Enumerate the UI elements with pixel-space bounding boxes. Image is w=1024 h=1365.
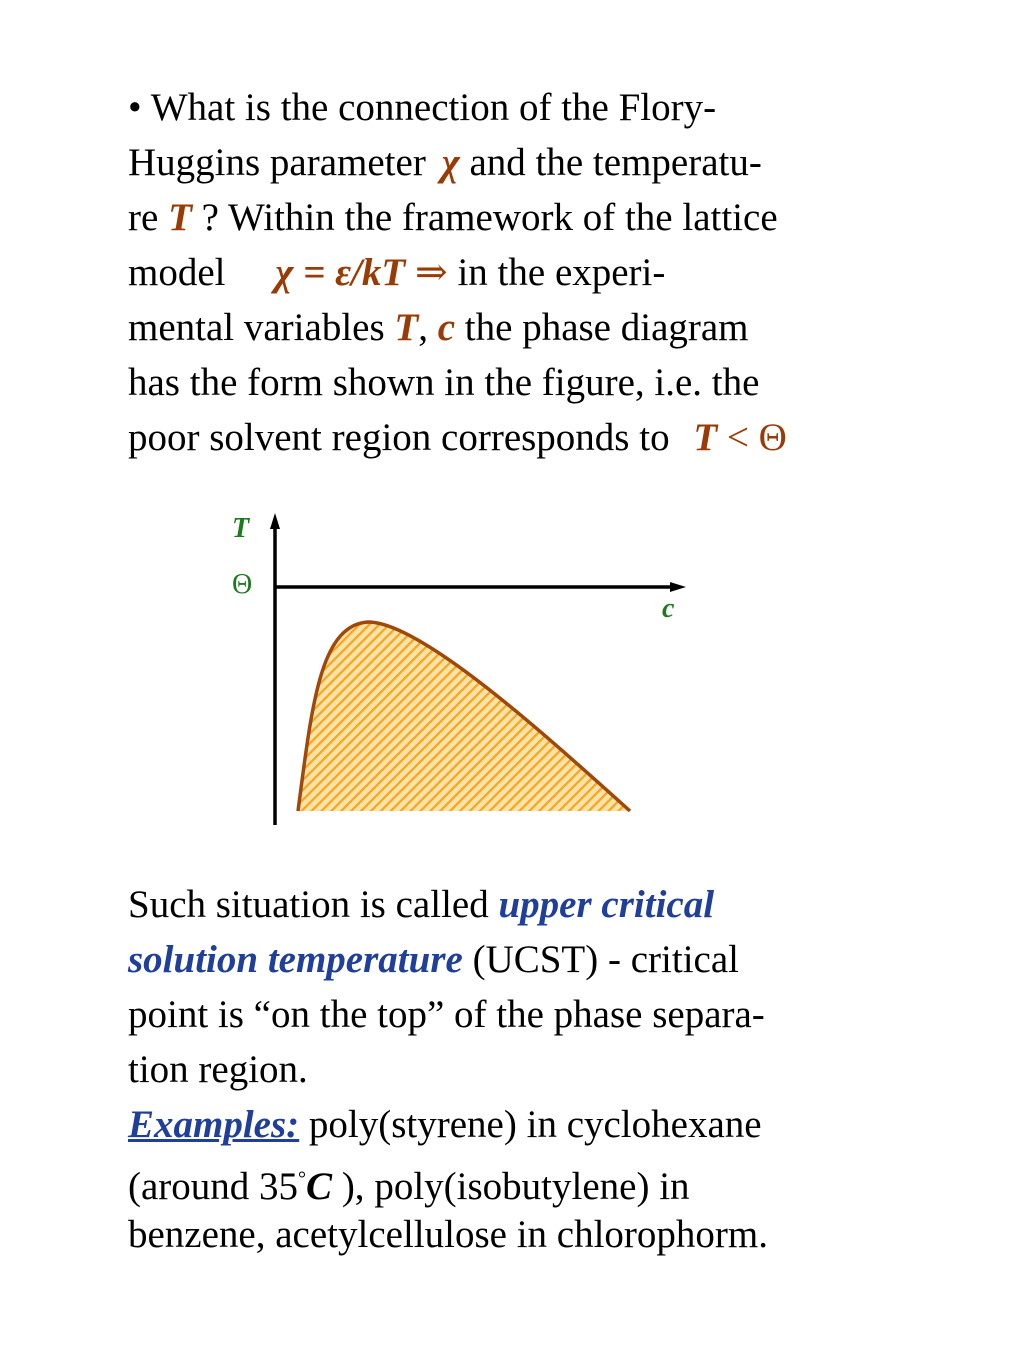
ucst-term: critical (601, 883, 715, 926)
examples-label: Examples: (128, 1103, 300, 1146)
word: Such (128, 883, 206, 926)
text: and the temperatu- (469, 141, 762, 184)
text: model (128, 251, 226, 294)
body-line-7 (128, 1207, 876, 1262)
word: of (518, 86, 552, 129)
concentration-symbol: c (437, 306, 456, 349)
text: Huggins parameter (128, 141, 426, 184)
word: the (280, 86, 329, 129)
theta-label: Θ (232, 569, 253, 600)
word: Flory- (618, 86, 717, 129)
text: point is “on the top” of the phase separa- (128, 993, 765, 1036)
word: in (659, 1165, 690, 1208)
condition-theta: < Θ (726, 416, 787, 459)
implies-symbol: ⇒ (415, 251, 448, 294)
text: has the form shown in the figure, i.e. the (128, 361, 760, 404)
word: poly(isobutylene) (374, 1165, 650, 1208)
intro-line-1 (128, 80, 886, 135)
degree-symbol: ° (298, 1168, 307, 1190)
phase-diagram-svg (220, 505, 700, 835)
celsius-unit: C (306, 1165, 333, 1208)
two-phase-region (298, 622, 630, 811)
text: poly(styrene) in cyclohexane (308, 1103, 762, 1146)
word: (around (128, 1165, 250, 1208)
word: What (150, 86, 236, 129)
temperature-symbol: T (168, 196, 192, 239)
chi-symbol: χ (441, 141, 460, 184)
intro-line-3 (128, 190, 886, 245)
x-axis-arrow (670, 582, 686, 592)
bullet: • (128, 86, 142, 129)
body-line-3 (128, 987, 876, 1042)
body-line-2 (128, 932, 876, 987)
temperature-symbol: T (394, 306, 419, 349)
word: the (561, 86, 609, 129)
ucst-term: solution (128, 938, 259, 981)
text: poor solvent region corresponds to (128, 416, 670, 459)
comma: , (418, 306, 428, 349)
word: situation (215, 883, 351, 926)
intro-line-7 (128, 410, 886, 465)
word: (UCST) (472, 938, 599, 981)
text: ? Within the framework of the lattice (201, 196, 778, 239)
text: tion region. (128, 1048, 308, 1091)
ucst-term: temperature (267, 938, 463, 981)
intro-line-5 (128, 300, 886, 355)
word: connection (338, 86, 510, 129)
body-line-5 (128, 1097, 876, 1152)
word: in (457, 251, 488, 294)
text: mental variables (128, 306, 385, 349)
ucst-paragraph (128, 877, 876, 1262)
word: is (244, 86, 271, 129)
text: benzene, acetylcellulose in chlorophorm. (128, 1213, 768, 1256)
word: - (607, 938, 621, 981)
y-axis-arrow (270, 513, 280, 529)
word: the (497, 251, 546, 294)
word: experi- (554, 251, 666, 294)
intro-line-2 (128, 135, 886, 190)
body-line-4 (128, 1042, 876, 1097)
y-axis-label: T (232, 513, 250, 544)
intro-paragraph (128, 80, 886, 465)
text: re (128, 196, 159, 239)
intro-line-4 (128, 245, 886, 300)
chi-formula: χ = ε/kT (275, 251, 406, 294)
condition-temperature: T (693, 416, 718, 459)
word: called (395, 883, 489, 926)
body-line-6 (128, 1152, 876, 1207)
x-axis-label: c (662, 593, 675, 624)
phase-diagram (220, 505, 700, 835)
word: critical (630, 938, 739, 981)
intro-line-6 (128, 355, 886, 410)
ucst-term: upper (498, 883, 592, 926)
word: ), (341, 1165, 365, 1208)
temperature-value: 35 (259, 1165, 299, 1208)
text: the phase diagram (464, 306, 749, 349)
body-line-1 (128, 877, 876, 932)
word: is (359, 883, 386, 926)
